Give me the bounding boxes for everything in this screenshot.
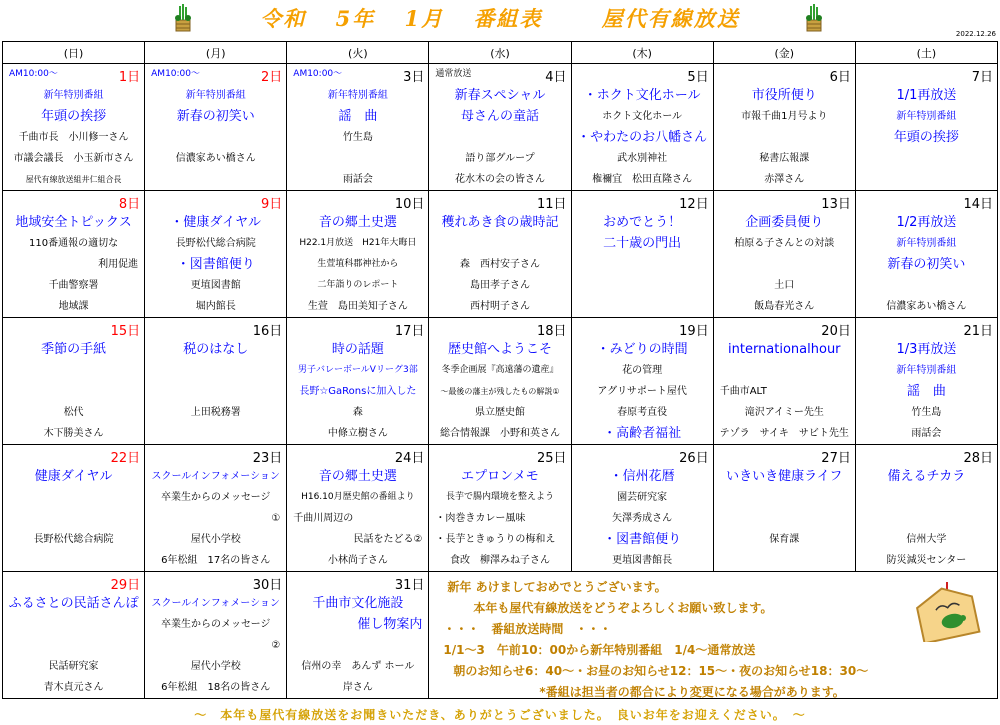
program-line: ふるさとの民話さんぽ [8, 596, 139, 611]
footer-message: ～ 本年も屋代有線放送をお聞きいただき、ありがとうございました。 良いお年をお迎えください。 ～ [194, 708, 806, 722]
week-row [3, 445, 998, 572]
day-cell [855, 191, 997, 318]
weekday-sat: (土) [855, 42, 997, 64]
program-line: 6年松組 18名の皆さん [161, 682, 271, 693]
program-line: 新春スペシャル [454, 88, 546, 103]
day-number: 8日 [118, 197, 141, 212]
program-line: 柏原る子さんとの対談 [734, 238, 835, 249]
program-line: 千曲警察署 [48, 280, 99, 291]
day-cell [713, 318, 855, 445]
day-cell [855, 445, 997, 572]
day-cell [855, 318, 997, 445]
day-number: 14日 [963, 197, 993, 212]
day-cell [3, 318, 145, 445]
day-cell [429, 445, 571, 572]
program-line: 竹生島 [342, 132, 373, 143]
day-number: 29日 [110, 578, 141, 593]
day-cell [145, 572, 287, 699]
program-line: AM10:00～ [151, 69, 200, 79]
program-line: 母さんの童話 [460, 109, 539, 124]
program-line: 園芸研究家 [617, 492, 668, 503]
program-line: 保育課 [769, 534, 800, 545]
program-line: ② [271, 640, 281, 651]
program-line: 年頭の挨拶 [41, 109, 107, 124]
program-line: 滝沢アイミー先生 [744, 407, 824, 418]
program-line: ・やわたのお八幡さん [577, 130, 708, 145]
program-line: 県立歴史館 [474, 407, 525, 418]
day-number: 10日 [394, 197, 425, 212]
program-line: 屋代小学校 [190, 534, 241, 545]
program-line: 屋代有線放送組井仁組合長 [25, 175, 122, 184]
program-line [714, 254, 855, 275]
program-line: 二十歳の門出 [603, 236, 682, 251]
program-line: ・図書館便り [176, 257, 255, 272]
title-month: 1月 [404, 6, 445, 31]
program-line: 二年詣りのレポート [317, 280, 399, 290]
program-line: 市役所便り [751, 88, 817, 103]
program-line: 雨話会 [911, 428, 942, 439]
day-cell [571, 64, 713, 191]
program-line [856, 275, 997, 296]
weekday-header-row [3, 42, 998, 64]
program-line: ～最後の藩主が残したもの解説① [440, 387, 560, 396]
day-number: 27日 [821, 451, 851, 466]
program-line: 島田孝子さん [469, 280, 530, 291]
day-number: 25日 [537, 451, 567, 466]
program-line: 花の管理 [622, 365, 663, 376]
program-line: 千曲川周辺の [293, 513, 354, 524]
program-line: 税のはなし [183, 342, 249, 357]
program-line [714, 550, 855, 571]
program-line [145, 423, 286, 444]
program-line: 新春の初笑い [176, 109, 255, 124]
program-line: internationalhour [728, 342, 841, 357]
program-line: 土口 [774, 280, 795, 291]
program-line [856, 169, 997, 190]
day-number: 11日 [537, 197, 567, 212]
day-cell [855, 64, 997, 191]
title-year: 5年 [335, 6, 376, 31]
program-line: 堀内館長 [195, 301, 236, 312]
program-line: 新年特別番組 [327, 90, 388, 101]
program-line: H16.10月歴史館の番組より [301, 492, 415, 502]
program-line: 信州大学 [906, 534, 947, 545]
program-line [3, 360, 144, 381]
program-line: 木下勝美さん [43, 428, 104, 439]
program-line: 市議会議長 小玉新市さん [13, 153, 134, 164]
program-line: 花水木の会の皆さん [454, 174, 545, 185]
day-number: 26日 [679, 451, 709, 466]
program-line: 謡 曲 [338, 109, 378, 124]
program-line: 音の郷土史選 [318, 469, 397, 484]
week-row [3, 64, 998, 191]
program-line: AM10:00～ [9, 69, 58, 79]
day-cell [3, 64, 145, 191]
program-line: 屋代小学校 [190, 661, 241, 672]
program-line: いきいき健康ライフ [726, 469, 843, 484]
program-line: 上田税務署 [190, 407, 241, 418]
notice-line6: *番組は担当者の都合により変更になる場合があります。 [539, 685, 845, 699]
program-line: 森 西村安子さん [459, 259, 540, 270]
program-line: 備えるチカラ [887, 469, 966, 484]
program-line: 企画委員便り [745, 215, 824, 230]
day-number: 24日 [394, 451, 425, 466]
program-line [856, 148, 997, 169]
program-line: 竹生島 [911, 407, 942, 418]
weekday-mon: (月) [145, 42, 287, 64]
program-line [145, 381, 286, 402]
program-line [572, 296, 713, 317]
program-line: 謡 曲 [906, 384, 946, 399]
program-line: 権禰宜 松田直隆さん [592, 174, 693, 185]
day-number: 17日 [394, 324, 425, 339]
program-line [3, 635, 144, 656]
day-number: 7日 [971, 70, 993, 85]
program-line: 武水別神社 [617, 153, 668, 164]
kadomatsu-icon [803, 4, 825, 32]
title-schedule: 番組表 [473, 6, 543, 31]
weekday-wed: (水) [429, 42, 571, 64]
program-line: 新年特別番組 [185, 90, 246, 101]
program-line: 長野☆GaRonsに加入した [299, 386, 417, 397]
program-line [856, 508, 997, 529]
program-line: 食改 柳澤みね子さん [449, 555, 550, 566]
day-number: 2日 [261, 70, 283, 85]
program-line: 生萱 島田美知子さん [307, 301, 408, 312]
notice-line1: 新年 あけましておめでとうございます。 [447, 580, 667, 594]
program-line [429, 233, 570, 254]
program-line: 歴史館へようこそ [447, 342, 552, 357]
day-cell [287, 191, 429, 318]
program-line: 生萱埴科郡神社から [317, 259, 399, 269]
program-line: 110番通報の適切な [29, 238, 119, 249]
day-cell [571, 191, 713, 318]
program-line: スクールインフォメーション [151, 471, 280, 482]
day-cell [287, 445, 429, 572]
program-line: 語り部グループ [465, 153, 535, 164]
program-line: ・肉巻きカレー風味 [435, 513, 526, 524]
program-line: 季節の手紙 [41, 342, 107, 357]
program-line [3, 550, 144, 571]
program-line: AM10:00～ [293, 69, 343, 79]
day-cell [3, 572, 145, 699]
kadomatsu-icon [172, 4, 194, 32]
program-line: ・健康ダイヤル [170, 215, 262, 230]
day-cell [145, 191, 287, 318]
program-line: ・高齢者福祉 [603, 426, 682, 441]
notice-line4: 1/1～3 午前10：00から新年特別番組 1/4～通常放送 [443, 643, 756, 657]
day-number: 28日 [963, 451, 993, 466]
program-line [714, 360, 855, 381]
program-line [714, 508, 855, 529]
program-line: 矢澤秀成さん [612, 513, 673, 524]
program-line: 新年特別番組 [896, 238, 957, 249]
notice-line2: 本年も屋代有線放送をどうぞよろしくお願い致します。 [473, 601, 773, 615]
program-line: 更埴図書館長 [612, 555, 673, 566]
notice-line3: ・・・ 番組放送時間 ・・・ [443, 622, 612, 636]
day-number: 16日 [252, 324, 283, 339]
program-line: 雨話会 [342, 174, 373, 185]
week-row [3, 191, 998, 318]
title-station: 屋代有線放送 [601, 6, 740, 31]
day-cell [713, 64, 855, 191]
title-era: 令和 [260, 6, 307, 31]
program-line [3, 381, 144, 402]
program-line: スクールインフォメーション [151, 598, 280, 609]
day-number: 4日 [545, 70, 567, 85]
program-line [714, 127, 855, 148]
date-stamp: 2022.12.26 [955, 30, 996, 38]
program-line: 新年特別番組 [896, 365, 957, 376]
program-line: 小林尚子さん [327, 555, 388, 566]
program-line: 赤澤さん [764, 174, 805, 185]
day-number: 12日 [679, 197, 709, 212]
day-number: 23日 [252, 451, 283, 466]
program-line: 通常放送 [435, 69, 472, 79]
program-line [429, 127, 570, 148]
program-line: 秘書広報課 [759, 153, 810, 164]
program-line: ・ホクト文化ホール [583, 88, 701, 103]
day-cell [3, 445, 145, 572]
program-line: 信濃家あい橋さん [886, 301, 967, 312]
day-number: 6日 [829, 70, 851, 85]
day-cell [571, 318, 713, 445]
program-line: 冬季企画展『高遠藩の遺産』 [441, 365, 559, 375]
program-line: 青木貞元さん [43, 682, 104, 693]
program-line: 信濃家あい橋さん [175, 153, 256, 164]
program-line: 岸さん [342, 682, 373, 693]
ema-plaque-icon [911, 580, 983, 642]
program-line: 千曲市文化施設 [312, 596, 404, 611]
program-line: 長野松代総合病院 [175, 238, 256, 249]
program-line [287, 148, 428, 169]
day-number: 31日 [394, 578, 425, 593]
program-line: ・長芋ときゅうりの梅和え [435, 534, 556, 545]
program-line: 卒業生からのメッセージ [161, 492, 271, 503]
program-line: 1/2再放送 [896, 215, 957, 230]
day-number: 20日 [821, 324, 851, 339]
program-line [572, 254, 713, 275]
program-line [856, 487, 997, 508]
program-line [145, 169, 286, 190]
program-line: 1/1再放送 [896, 88, 957, 103]
program-line: ・みどりの時間 [596, 342, 688, 357]
day-number: 19日 [679, 324, 709, 339]
program-line [3, 614, 144, 635]
program-line [287, 635, 428, 656]
program-line: おめでとう！ [603, 215, 682, 230]
program-line: 音の郷土史選 [318, 215, 397, 230]
program-line [572, 275, 713, 296]
day-number: 18日 [537, 324, 567, 339]
program-line: 民話研究家 [48, 661, 99, 672]
program-line: 長芋で腸内環境を整えよう [445, 492, 554, 502]
program-line: 総合情報課 小野和英さん [439, 428, 560, 439]
program-line: エプロンメモ [461, 469, 539, 484]
day-number: 9日 [261, 197, 283, 212]
program-line: 松代 [63, 407, 84, 418]
page-title [0, 2, 1000, 36]
day-number: 21日 [963, 324, 993, 339]
program-line: ・図書館便り [603, 532, 682, 547]
program-line: 市報千曲1月号より [741, 111, 828, 122]
day-number: 13日 [821, 197, 851, 212]
program-line [714, 487, 855, 508]
day-number: 22日 [110, 451, 141, 466]
program-line: 更埴図書館 [190, 280, 241, 291]
program-line: 千曲市長 小川修一さん [18, 132, 129, 143]
day-cell [713, 445, 855, 572]
program-line: 利用促進 [98, 259, 139, 270]
day-number: 1日 [118, 70, 141, 85]
program-line: 新春の初笑い [887, 257, 966, 272]
day-cell [145, 318, 287, 445]
weekday-sun: (日) [3, 42, 145, 64]
day-number: 30日 [252, 578, 283, 593]
program-line: 年頭の挨拶 [893, 130, 959, 145]
program-line: 中條立樹さん [327, 428, 388, 439]
program-line: 防災減災センター [886, 555, 967, 566]
program-line: 時の話題 [331, 342, 384, 357]
program-line: 信州の幸 あんず ホール [301, 661, 415, 672]
day-cell [429, 318, 571, 445]
notice-line5: 朝のお知らせ6：40～・お昼のお知らせ12：15～・夜のお知らせ18：30～ [453, 664, 869, 678]
program-line [3, 508, 144, 529]
new-year-notice [429, 572, 998, 699]
day-cell [287, 318, 429, 445]
program-line: 穫れあき食の歳時記 [441, 215, 559, 230]
day-cell [145, 64, 287, 191]
week-row [3, 318, 998, 445]
day-number: 15日 [110, 324, 141, 339]
program-line: 1/3再放送 [896, 342, 957, 357]
day-cell [571, 445, 713, 572]
program-line: 長野松代総合病院 [33, 534, 114, 545]
day-number: 3日 [403, 70, 425, 85]
program-calendar [2, 41, 998, 699]
day-cell [713, 191, 855, 318]
day-cell [287, 572, 429, 699]
program-line: ① [271, 513, 281, 524]
weekday-tue: (火) [287, 42, 429, 64]
program-line: テゾラ サイキ サビト先生 [719, 428, 849, 439]
program-line: 地域課 [58, 301, 89, 312]
day-cell [429, 191, 571, 318]
program-line: H22.1月放送 H21年大晦日 [299, 238, 417, 248]
day-number: 5日 [687, 70, 709, 85]
program-line: 森 [352, 407, 363, 418]
day-cell [145, 445, 287, 572]
program-line: 西村明子さん [469, 301, 530, 312]
program-line: 春原考直役 [617, 407, 668, 418]
program-line: 千曲市ALT [719, 386, 767, 397]
program-line: アグリサポート屋代 [597, 386, 687, 397]
program-line: ホクト文化ホール [602, 111, 683, 122]
program-line: 健康ダイヤル [34, 469, 113, 484]
program-line: 6年松組 17名の皆さん [161, 555, 271, 566]
program-line: 飯島春光さん [754, 301, 815, 312]
program-line [3, 487, 144, 508]
program-line: 新年特別番組 [896, 111, 957, 122]
program-line: 男子バレーボールVリーグ3部 [297, 365, 418, 375]
program-line: 催し物案内 [357, 617, 423, 632]
day-cell [429, 64, 571, 191]
weekday-thu: (木) [571, 42, 713, 64]
program-line: ・信州花暦 [609, 469, 675, 484]
week-row [3, 572, 998, 699]
program-line: 民話をたどる② [353, 534, 423, 545]
day-cell [3, 191, 145, 318]
program-line: 卒業生からのメッセージ [161, 619, 271, 630]
program-line: 新年特別番組 [43, 90, 104, 101]
program-line [145, 127, 286, 148]
program-line [145, 360, 286, 381]
weekday-fri: (金) [713, 42, 855, 64]
program-line: 地域安全トピックス [15, 215, 132, 230]
day-cell [287, 64, 429, 191]
